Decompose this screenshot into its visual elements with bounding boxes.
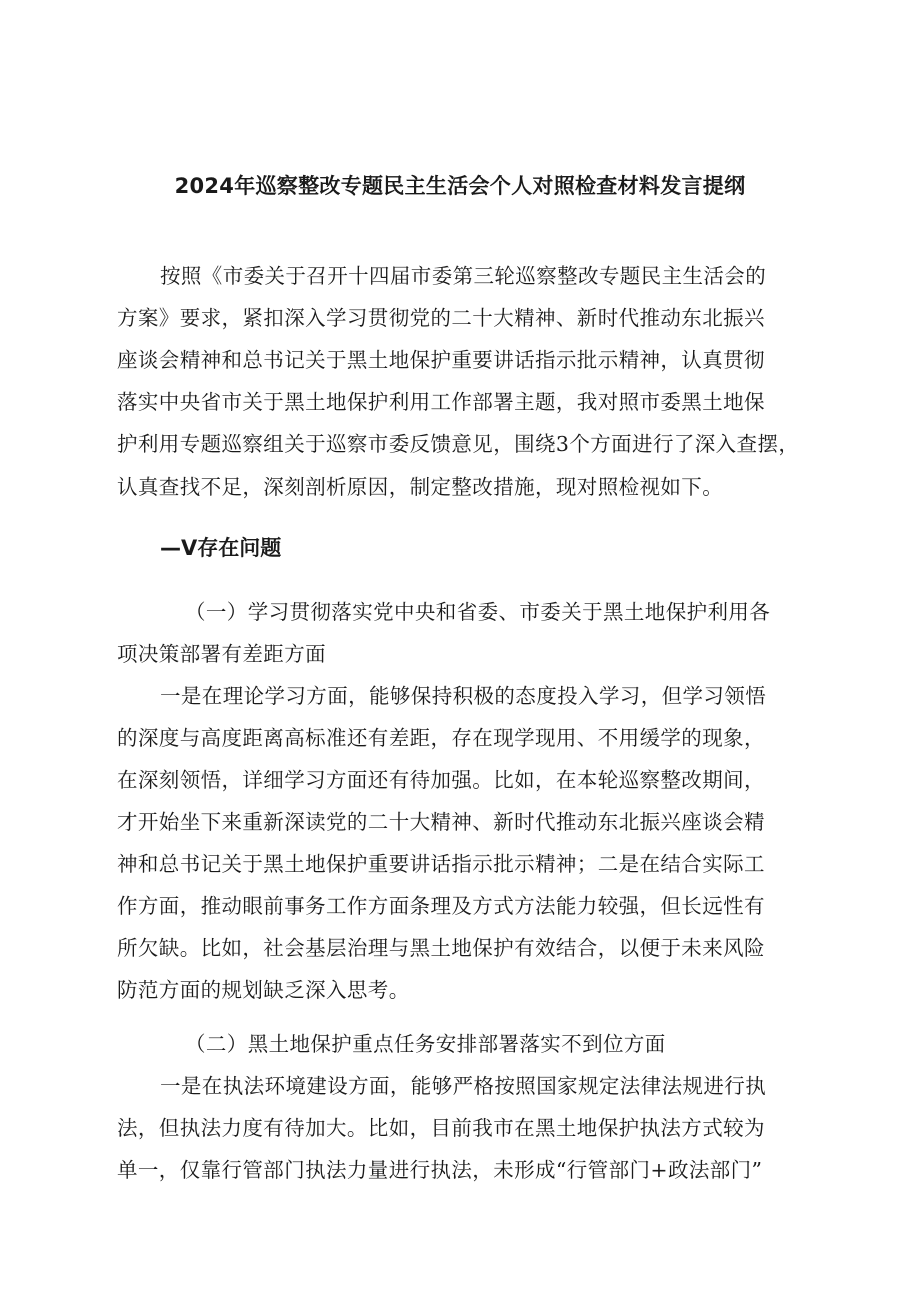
intro-line: 落实中央省市关于黑土地保护利用工作部署主题，我对照市委黑土地保: [117, 390, 765, 414]
paragraph-line: 才开始坐下来重新深读党的二十大精神、新时代推动东北振兴座谈会精: [117, 810, 765, 834]
intro-line: 认真查找不足，深刻剖析原因，制定整改措施，现对照检视如下。: [117, 475, 724, 499]
paragraph-line: 防范方面的规划缺乏深入思考。: [117, 978, 410, 1002]
subsection-heading-1: 项决策部署有差距方面: [117, 642, 326, 666]
paragraph-line: 一是在执法环境建设方面，能够严格按照国家规定法律法规进行执: [160, 1074, 767, 1098]
paragraph-line: 神和总书记关于黑土地保护重要讲话指示批示精神；二是在结合实际工: [117, 852, 765, 876]
paragraph-line: 作方面，推动眼前事务工作方面条理及方式方法能力较强，但长远性有: [117, 894, 765, 918]
intro-line: 座谈会精神和总书记关于黑土地保护重要讲话指示批示精神，认真贯彻: [117, 348, 765, 372]
intro-line: 护利用专题巡察组关于巡察市委反馈意见，围绕3个方面进行了深入查摆，: [117, 432, 800, 456]
section-heading: —V存在问题: [160, 536, 282, 560]
paragraph-line: 单一，仅靠行管部门执法力量进行执法，未形成“行管部门+政法部门”: [117, 1158, 763, 1182]
paragraph-line: 一是在理论学习方面，能够保持积极的态度投入学习，但学习领悟: [160, 684, 767, 708]
paragraph-line: 法，但执法力度有待加大。比如，目前我市在黑土地保护执法方式较为: [117, 1116, 765, 1140]
paragraph-line: 所欠缺。比如，社会基层治理与黑土地保护有效结合，以便于未来风险: [117, 936, 765, 960]
subsection-heading-1: （一）学习贯彻落实党中央和省委、市委关于黑土地保护利用各: [185, 600, 771, 624]
paragraph-line: 在深刻领悟，详细学习方面还有待加强。比如，在本轮巡察整改期间，: [117, 768, 765, 792]
document-title: 2024年巡察整改专题民主生活会个人对照检查材料发言提纲: [174, 174, 746, 198]
paragraph-line: 的深度与高度距离高标准还有差距，存在现学现用、不用缓学的现象，: [117, 726, 765, 750]
intro-line: 方案》要求，紧扣深入学习贯彻党的二十大精神、新时代推动东北振兴: [117, 306, 765, 330]
subsection-heading-2: （二）黑土地保护重点任务安排部署落实不到位方面: [185, 1032, 666, 1056]
intro-line: 按照《市委关于召开十四届市委第三轮巡察整改专题民主生活会的: [160, 264, 767, 288]
